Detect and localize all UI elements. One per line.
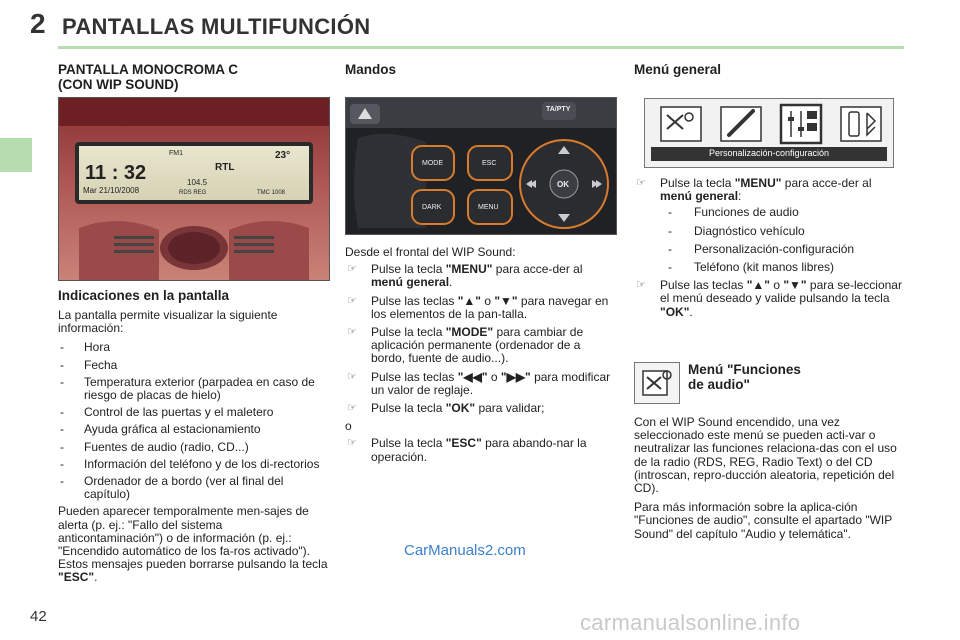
text: para acce-der al: [492, 262, 583, 277]
watermark-text: CarManuals2.com: [404, 542, 526, 559]
text: o: [480, 293, 495, 308]
list-item: - Ayuda gráfica al estacionamiento: [58, 423, 328, 436]
esc-button-label: ESC: [482, 160, 497, 167]
esc-key-ref: "ESC": [58, 570, 95, 585]
list-item: [345, 437, 615, 463]
col3-body: [634, 177, 904, 324]
chapter-number: 2: [30, 8, 46, 39]
list-item: [345, 371, 615, 397]
key-ref: "OK": [445, 401, 476, 416]
audio-functions-title-line1: Menú "Funciones: [688, 362, 801, 377]
pointing-finger-icon: ☞: [347, 402, 357, 415]
text: o: [487, 369, 501, 384]
site-watermark: carmanualsonline.info: [580, 610, 801, 635]
audio-functions-para1: Con el WIP Sound encendido, una vez seleccionado este menú se pueden acti-var o neutralizar las funciones relaciona-das con el uso de la radio (RDS, REG, Radio Text) o del CD (introscan, repro-ducción aleatoria, repetición del CD).: [634, 415, 897, 496]
text: para navegar en los elementos de la pan-talla.: [371, 293, 609, 321]
pointing-finger-icon: ☞: [347, 294, 357, 307]
list-item: - Temperatura exterior (parpadea en caso de riesgo de placas de hielo): [58, 376, 328, 402]
col1-body: [58, 309, 328, 585]
col1-intro: La pantalla permite visualizar la siguiente información:: [58, 308, 278, 336]
ok-button-label: OK: [557, 180, 569, 189]
list-item: - Fuentes de audio (radio, CD...): [58, 441, 328, 454]
pointing-finger-icon: ☞: [347, 326, 357, 339]
list-item: - Hora: [58, 341, 328, 354]
lcd-time: 11 : 32: [85, 162, 147, 184]
text: Pulse la tecla: [371, 401, 446, 416]
text: para se-leccionar el menú deseado y valide pulsando la tecla: [660, 278, 902, 306]
key-ref: "MODE": [445, 325, 494, 340]
list-item: [634, 279, 904, 319]
key-ref: "▼": [783, 278, 807, 293]
list-item: - Diagnóstico vehículo: [668, 225, 904, 238]
text: Pulse la tecla: [371, 436, 446, 451]
text: para cambiar de aplicación permanente (ordenador de a bordo, fuente de audio...).: [371, 325, 584, 366]
text: Pulse la tecla: [371, 325, 446, 340]
text: Pulse la tecla: [371, 262, 446, 277]
audio-functions-icon: [634, 362, 680, 404]
list-item: [345, 263, 615, 289]
text: Pulse las teclas: [660, 278, 747, 293]
key-ref: menú general: [371, 275, 450, 290]
col1-title: [58, 62, 328, 92]
page-number: 42: [30, 608, 47, 625]
text: para acce-der al: [781, 176, 872, 190]
text: para modificar un valor de reglaje.: [371, 369, 611, 397]
general-menu-screen: [644, 98, 894, 168]
menu-button-label: MENU: [478, 204, 499, 211]
key-ref: "◀◀": [457, 369, 488, 384]
general-menu-list: [634, 177, 904, 319]
controls-list-2: [345, 437, 615, 463]
pointing-finger-icon: ☞: [347, 370, 357, 383]
list-item: [345, 295, 615, 321]
pointing-finger-icon: ☞: [636, 279, 646, 292]
menu-options-list: [660, 206, 904, 274]
key-ref: "▲": [746, 278, 770, 293]
text: para validar;: [475, 401, 545, 416]
ta-pty-button-label: TA/PTY: [546, 106, 571, 113]
pointing-finger-icon: ☞: [636, 177, 646, 189]
col1-title-line2: (CON WIP SOUND): [58, 77, 179, 92]
display-info-list: [58, 341, 328, 501]
list-item: - Fecha: [58, 359, 328, 372]
audio-functions-title: [688, 362, 888, 392]
list-item: [634, 177, 904, 274]
key-ref: menú general: [660, 189, 739, 204]
key-ref: "▲": [457, 293, 481, 308]
audio-functions-body: [634, 416, 904, 547]
key-ref: "MENU": [734, 176, 782, 190]
lcd-tmc-label: TMC 1008: [257, 190, 286, 196]
key-ref: "ESC": [445, 436, 482, 451]
header-rule: [58, 46, 904, 49]
col1-section: [58, 288, 328, 591]
or-text: o: [345, 419, 352, 434]
lcd-rds-label: RDS REG: [179, 190, 207, 196]
text: para abando-nar la operación.: [371, 436, 587, 464]
dashboard-display-photo: [58, 97, 330, 281]
controls-heading: Mandos: [345, 62, 397, 77]
list-item: [345, 326, 615, 366]
list-item: - Información del teléfono y de los di-rectorios: [58, 458, 328, 471]
outro-text: Pueden aparecer temporalmente men-sajes de alerta (p. ej.: "Fallo del sistema anticontaminación") o de información (p. ej.: "Encendido automático de los fa-ros activado"). Estos mensajes pueden borrarse pulsando la tecla: [58, 504, 328, 572]
text: o: [769, 278, 784, 293]
list-item: - Funciones de audio: [668, 206, 904, 219]
pointing-finger-icon: ☞: [347, 437, 357, 450]
list-item: - Control de las puertas y el maletero: [58, 406, 328, 419]
text: Pulse la tecla: [660, 176, 735, 190]
controls-panel-photo: [345, 97, 617, 235]
list-item: - Personalización-configuración: [668, 243, 904, 256]
display-indications-heading: Indicaciones en la pantalla: [58, 288, 230, 303]
key-ref: "MENU": [445, 262, 493, 277]
text: .: [449, 275, 453, 290]
col1-outro: [58, 505, 328, 584]
lcd-station: RTL: [215, 162, 235, 173]
controls-list: [345, 263, 615, 415]
key-ref: "▼": [494, 293, 518, 308]
text: Pulse las teclas: [371, 293, 458, 308]
menu-selection-bar: Personalización-configuración: [708, 148, 830, 158]
text: Pulse las teclas: [371, 369, 458, 384]
lcd-frequency: 104.5: [187, 178, 208, 187]
chapter-title: PANTALLAS MULTIFUNCIÓN: [62, 14, 371, 39]
col2-body: [345, 246, 615, 469]
chapter-side-tab: [0, 138, 32, 172]
pointing-finger-icon: ☞: [347, 263, 357, 276]
list-item: - Ordenador de a bordo (ver al final del capítulo): [58, 475, 328, 501]
list-item: [345, 402, 615, 415]
text: .: [689, 304, 693, 319]
lcd-temperature: 23°: [275, 150, 291, 161]
mode-button-label: MODE: [422, 160, 443, 167]
audio-functions-para2: Para más información sobre la aplica-ción "Funciones de audio", consulte el apartado "WIP Sound" del capítulo "Audio y telemática".: [634, 500, 893, 541]
key-ref: "OK": [660, 304, 690, 319]
lcd-band: FM1: [169, 150, 183, 157]
controls-intro: Desde el frontal del WIP Sound:: [345, 245, 516, 259]
general-menu-heading: Menú general: [634, 62, 722, 77]
lcd-date: Mar 21/10/2008: [83, 186, 140, 195]
outro-end: .: [94, 570, 98, 585]
key-ref: "▶▶": [500, 369, 531, 384]
audio-functions-title-line2: de audio": [688, 377, 750, 392]
list-item: - Teléfono (kit manos libres): [668, 261, 904, 274]
dark-button-label: DARK: [422, 204, 442, 211]
text: :: [738, 189, 742, 204]
col1-title-line1: PANTALLA MONOCROMA C: [58, 62, 238, 77]
